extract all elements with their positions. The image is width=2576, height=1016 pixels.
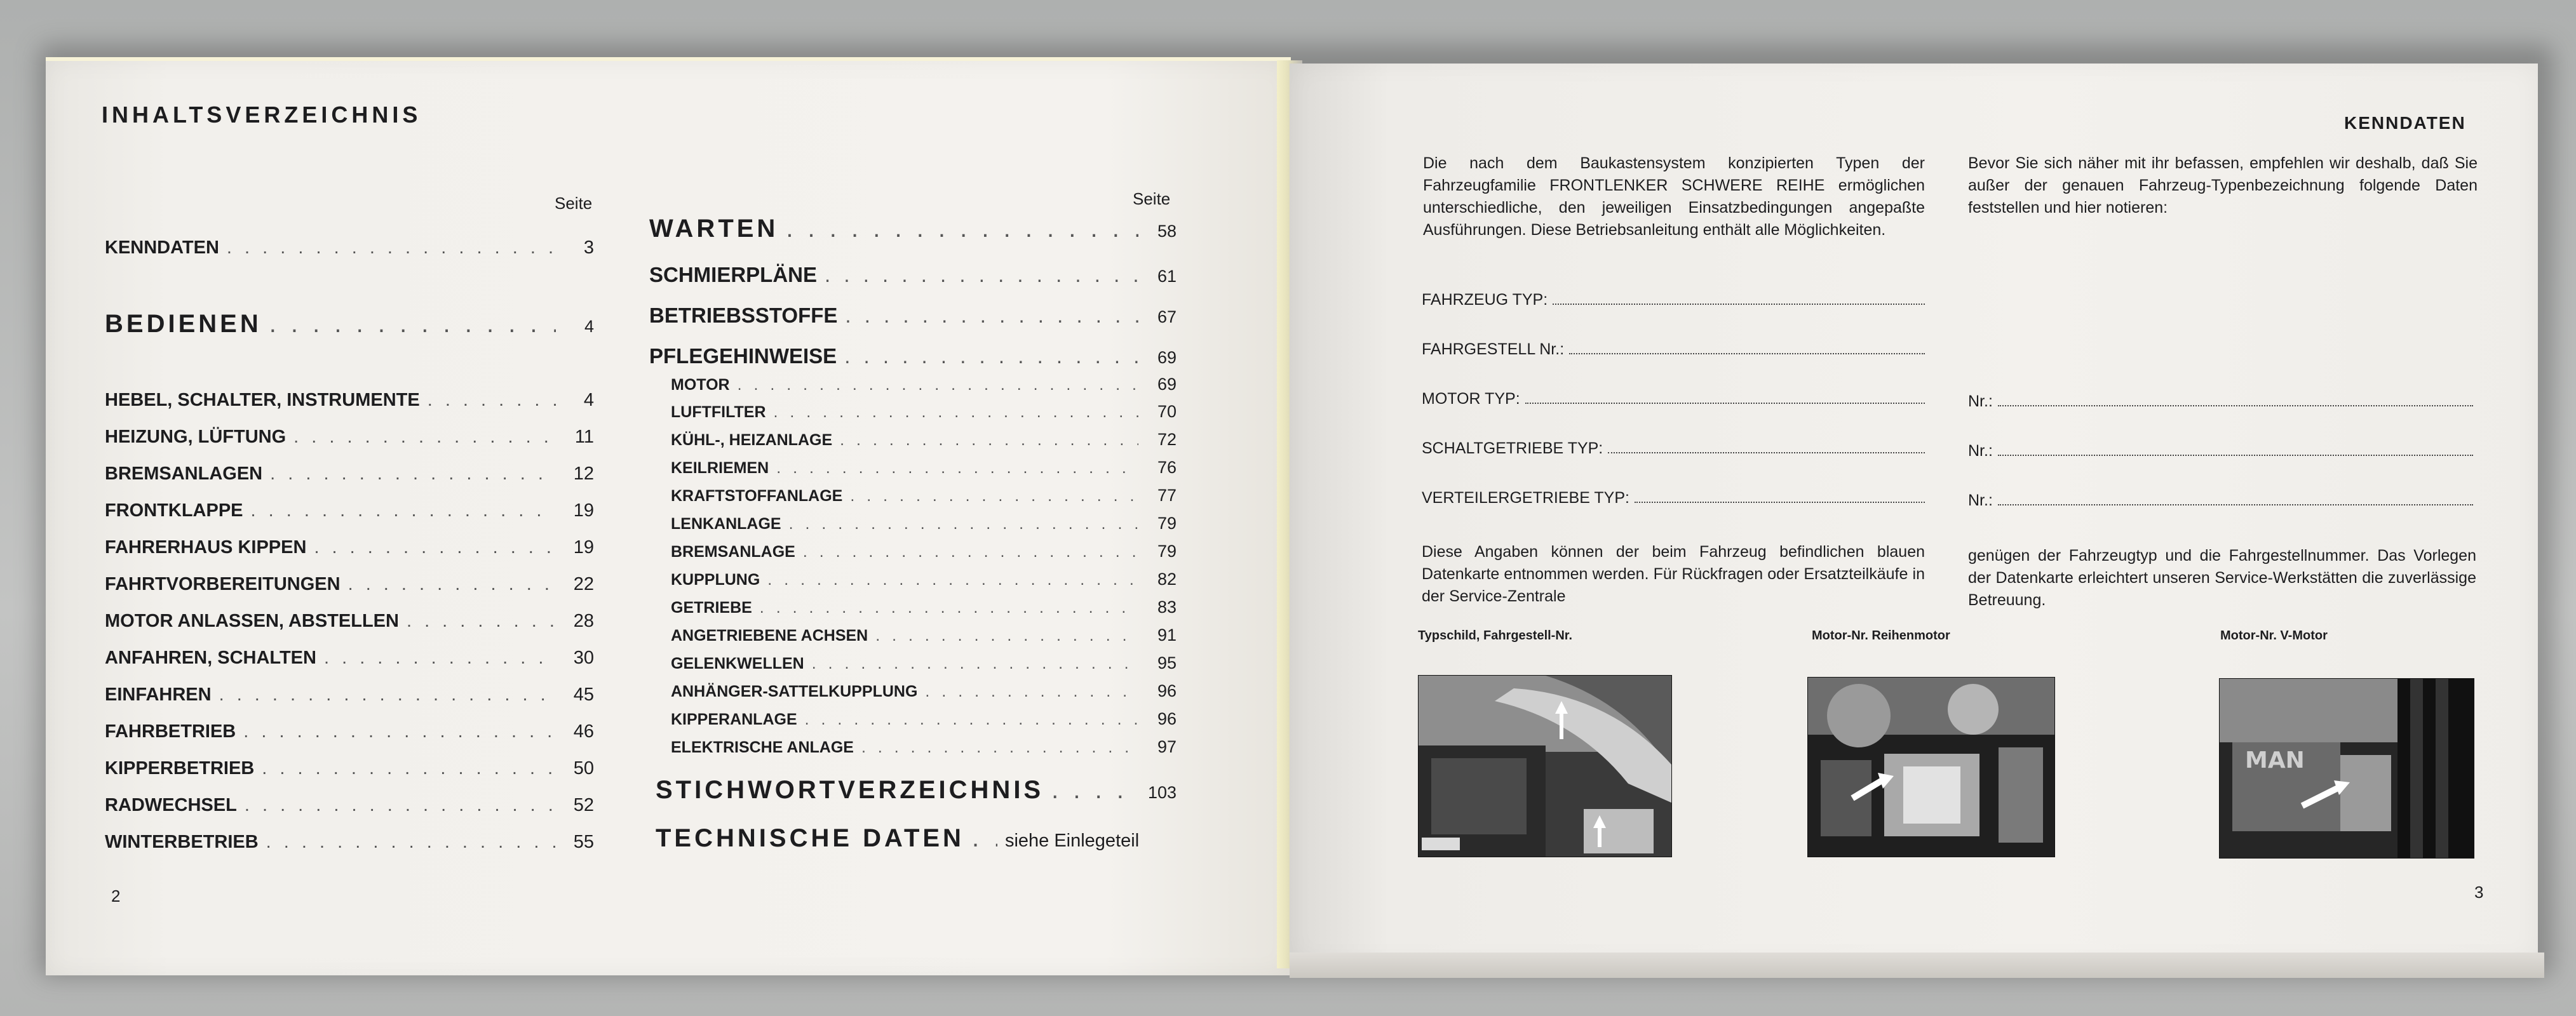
toc-entry-page: 77 — [1157, 486, 1177, 505]
leader-dots — [786, 215, 1138, 243]
toc-entry-page: 46 — [573, 721, 594, 742]
toc-subentry-luftfilter[interactable] — [671, 402, 1177, 422]
toc-entry-page: 52 — [573, 795, 594, 815]
fill-in-line — [1998, 392, 2473, 406]
schaltgetriebe-nr-field[interactable] — [1968, 442, 2473, 460]
toc-entry-anfahren[interactable] — [105, 648, 594, 669]
field-label: MOTOR TYP: — [1422, 390, 1520, 408]
toc-entry-kipperbetrieb[interactable] — [105, 758, 594, 779]
toc-subentry-kipperanlage[interactable] — [671, 709, 1177, 729]
leader-dots — [407, 611, 556, 632]
photo-caption-typschild: Typschild, Fahrgestell-Nr. — [1418, 629, 1573, 643]
toc-entry-kenndaten[interactable] — [105, 237, 594, 258]
fill-in-line — [1553, 291, 1925, 305]
toc-entry-label: GELENKWELLEN — [671, 655, 804, 672]
toc-subentry-kraftstoff[interactable] — [671, 486, 1177, 505]
toc-entry-page: 76 — [1157, 458, 1177, 477]
toc-entry-page: 79 — [1157, 514, 1177, 533]
toc-entry-page: 4 — [583, 390, 594, 410]
toc-entry-page: 22 — [573, 574, 594, 594]
toc-entry-bremsanlagen[interactable] — [105, 464, 594, 485]
toc-entry-label: WINTERBETRIEB — [105, 832, 259, 852]
toc-entry-label: ANGETRIEBENE ACHSEN — [671, 627, 868, 645]
typschild-photo — [1418, 675, 1672, 857]
field-label: FAHRZEUG TYP: — [1422, 291, 1548, 309]
toc-entry-label: GETRIEBE — [671, 599, 752, 617]
field-label: Nr.: — [1968, 392, 1993, 410]
toc-entry-page: 103 — [1147, 783, 1177, 802]
reihenmotor-photo — [1807, 677, 2055, 857]
seite-label-col2: Seite — [1133, 189, 1171, 208]
toc-title: INHALTSVERZEICHNIS — [102, 102, 422, 128]
toc-entry-page: 83 — [1157, 598, 1177, 617]
field-label: VERTEILERGETRIEBE TYP: — [1422, 489, 1629, 507]
seite-label-col1: Seite — [555, 194, 593, 213]
field-label: Nr.: — [1968, 442, 1993, 460]
svg-text:MAN: MAN — [2245, 747, 2305, 773]
field-label: Nr.: — [1968, 491, 1993, 509]
leader-dots — [875, 627, 1138, 645]
toc-entry-page: 97 — [1157, 737, 1177, 756]
section-title: KENNDATEN — [2344, 113, 2466, 133]
toc-entry-fahrerhaus[interactable] — [105, 537, 594, 558]
toc-entry-label: BREMSANLAGEN — [105, 464, 263, 484]
toc-entry-label: BETRIEBSSTOFFE — [649, 304, 838, 327]
toc-entry-label: KIPPERANLAGE — [671, 711, 797, 728]
motor-nr-field[interactable] — [1968, 392, 2473, 411]
toc-entry-hebel[interactable] — [105, 390, 594, 411]
page-number-left: 2 — [111, 886, 121, 906]
toc-entry-label: TECHNISCHE DATEN — [656, 824, 964, 852]
toc-entry-page: 69 — [1157, 348, 1177, 367]
leader-dots — [767, 571, 1138, 589]
leader-dots — [245, 795, 556, 816]
toc-entry-page: 72 — [1157, 430, 1177, 449]
field-label: FAHRGESTELL Nr.: — [1422, 340, 1565, 358]
toc-entry-winterbetrieb[interactable] — [105, 832, 594, 853]
toc-entry-label: RADWECHSEL — [105, 795, 237, 815]
leader-dots — [850, 487, 1138, 505]
leader-dots — [812, 655, 1138, 673]
toc-entry-page: 96 — [1157, 709, 1177, 728]
v-motor-photo — [2219, 678, 2474, 859]
toc-subentry-getriebe[interactable] — [671, 598, 1177, 617]
toc-entry-radwechsel[interactable] — [105, 795, 594, 816]
toc-entry-page: 58 — [1157, 222, 1177, 241]
leader-dots — [845, 304, 1138, 328]
toc-entry-label: MOTOR ANLASSEN, ABSTELLEN — [105, 611, 399, 631]
toc-entry-label: WARTEN — [649, 215, 779, 243]
toc-entry-label: MOTOR — [671, 376, 730, 394]
footer-paragraph-right: genügen der Fahrzeugtyp und die Fahrgestellnummer. Das Vorlegen der Datenkarte erleichtert unseren Service-Werkstätten die zuverlässige Betreuung. — [1968, 547, 2476, 609]
leader-dots — [243, 721, 556, 742]
leader-dots — [738, 376, 1138, 394]
leader-dots — [219, 685, 556, 705]
fahrgestell-nr-field[interactable] — [1422, 340, 1925, 359]
toc-subentry-kupplung[interactable] — [671, 570, 1177, 589]
toc-entry-fahrtvorbereitungen[interactable] — [105, 574, 594, 595]
toc-entry-page: 70 — [1157, 402, 1177, 421]
toc-entry-label: ANFAHREN, SCHALTEN — [105, 648, 316, 668]
intro-paragraph-left: Die nach dem Baukastensystem konzipierten Typen der Fahrzeugfamilie FRONTLENKER SCHWERE REIHE ermöglichen unterschiedliche, den jeweiligen Einsatzbedingungen angepaßte Ausführungen. Diese Betriebsanleitung enthält alle Möglichkeiten. — [1423, 154, 1925, 239]
toc-entry-page: 30 — [573, 648, 594, 668]
toc-entry-betriebsstoffe[interactable] — [649, 304, 1177, 328]
toc-entry-page: 61 — [1157, 267, 1177, 286]
leader-dots — [844, 344, 1138, 368]
page-stack-edges — [1290, 952, 2544, 978]
toc-entry-einfahren[interactable] — [105, 685, 594, 705]
toc-entry-label: SCHMIERPLÄNE — [649, 263, 818, 286]
toc-entry-pflegehinweise[interactable] — [649, 344, 1177, 368]
fill-in-line — [1525, 390, 1925, 404]
intro-paragraph-right: Bevor Sie sich näher mit ihr befassen, empfehlen wir deshalb, daß Sie außer der genauen Fahrzeug-Typenbezeichnung folgende Daten feststellen und hier notieren: — [1968, 154, 2478, 217]
leader-dots — [348, 574, 556, 595]
toc-subentry-elektrik[interactable] — [671, 737, 1177, 757]
toc-subentry-motor[interactable] — [671, 375, 1177, 394]
fill-in-line — [1998, 442, 2473, 456]
toc-entry-page: siehe Einlegeteil — [1004, 831, 1140, 851]
toc-entry-page: 45 — [573, 685, 594, 705]
toc-entry-stichwortverzeichnis[interactable] — [656, 776, 1177, 805]
leader-dots — [972, 824, 997, 853]
toc-entry-label: ANHÄNGER-SATTELKUPPLUNG — [671, 683, 918, 700]
toc-subentry-keilriemen[interactable] — [671, 458, 1177, 478]
toc-entry-page: 82 — [1157, 570, 1177, 589]
fahrzeug-typ-field[interactable] — [1422, 291, 1925, 309]
toc-entry-label: FAHRERHAUS KIPPEN — [105, 537, 307, 558]
toc-subentry-achsen[interactable] — [671, 625, 1177, 645]
toc-entry-motor-anlassen[interactable] — [105, 611, 594, 632]
toc-entry-technische-daten[interactable] — [656, 824, 1183, 853]
page-number-right: 3 — [2474, 883, 2484, 902]
toc-entry-label: FAHRBETRIEB — [105, 721, 236, 742]
toc-subentry-lenkanlage[interactable] — [671, 514, 1177, 533]
toc-entry-label: EINFAHREN — [105, 685, 212, 705]
toc-entry-label: LENKANLAGE — [671, 515, 781, 533]
fill-in-line — [1569, 340, 1925, 354]
toc-entry-label: HEIZUNG, LÜFTUNG — [105, 427, 287, 447]
toc-entry-label: FAHRTVORBEREITUNGEN — [105, 574, 341, 594]
toc-entry-page: 91 — [1157, 625, 1177, 645]
leader-dots — [314, 537, 556, 558]
toc-entry-page: 55 — [573, 832, 594, 852]
toc-entry-page: 28 — [573, 611, 594, 631]
leader-dots — [840, 431, 1138, 450]
leader-dots — [262, 758, 556, 779]
fill-in-line — [1635, 489, 1925, 503]
leader-dots — [324, 648, 556, 669]
fill-in-line — [1608, 439, 1925, 453]
leader-dots — [227, 237, 556, 258]
leader-dots — [1051, 776, 1138, 805]
toc-entry-heizung[interactable] — [105, 427, 594, 448]
leader-dots — [805, 711, 1138, 729]
toc-entry-label: BREMSANLAGE — [671, 543, 795, 561]
toc-entry-page: 19 — [573, 500, 594, 521]
toc-entry-bedienen[interactable] — [105, 310, 594, 338]
toc-subentry-kuehl[interactable] — [671, 430, 1177, 450]
toc-entry-page: 96 — [1157, 681, 1177, 700]
schaltgetriebe-typ-field[interactable] — [1422, 439, 1925, 458]
toc-entry-page: 3 — [583, 237, 594, 258]
toc-subentry-gelenkwellen[interactable] — [671, 653, 1177, 673]
toc-entry-label: LUFTFILTER — [671, 403, 766, 421]
leader-dots — [270, 464, 556, 485]
leader-dots — [774, 403, 1139, 422]
leader-dots — [861, 739, 1138, 757]
toc-entry-schmierplaene[interactable] — [649, 263, 1177, 287]
photo-caption-reihenmotor: Motor-Nr. Reihenmotor — [1812, 629, 1950, 643]
toc-entry-fahrbetrieb[interactable] — [105, 721, 594, 742]
verteilergetriebe-typ-field[interactable] — [1422, 489, 1925, 507]
toc-entry-label: KÜHL-, HEIZANLAGE — [671, 431, 833, 449]
fill-in-line — [1998, 491, 2473, 505]
leader-dots — [760, 599, 1138, 617]
leader-dots — [925, 683, 1138, 701]
leader-dots — [428, 390, 556, 411]
toc-entry-page: 95 — [1157, 653, 1177, 672]
leader-dots — [789, 515, 1138, 533]
toc-entry-page: 67 — [1157, 307, 1177, 326]
leader-dots — [825, 263, 1138, 287]
toc-entry-page: 12 — [573, 464, 594, 484]
toc-entry-page: 79 — [1157, 542, 1177, 561]
leader-dots — [293, 427, 556, 448]
field-label: SCHALTGETRIEBE TYP: — [1422, 439, 1603, 457]
footer-paragraph-left: Diese Angaben können der beim Fahrzeug befindlichen blauen Datenkarte entnommen werden. Für Rückfragen oder Ersatzteilkäufe in der Service-Zentrale — [1422, 543, 1925, 605]
leader-dots — [251, 500, 556, 521]
toc-entry-page: 19 — [573, 537, 594, 558]
toc-entry-page: 11 — [574, 427, 594, 447]
toc-entry-label: STICHWORTVERZEICHNIS — [656, 776, 1044, 804]
toc-entry-label: KENNDATEN — [105, 237, 219, 258]
toc-entry-label: KRAFTSTOFFANLAGE — [671, 487, 843, 505]
leader-dots — [803, 543, 1138, 561]
toc-entry-page: 69 — [1157, 375, 1177, 394]
verteilergetriebe-nr-field[interactable] — [1968, 491, 2473, 510]
toc-entry-label: FRONTKLAPPE — [105, 500, 243, 521]
toc-entry-warten[interactable] — [649, 215, 1177, 243]
toc-entry-page: 50 — [573, 758, 594, 779]
toc-entry-frontklappe[interactable] — [105, 500, 594, 521]
toc-entry-label: PFLEGEHINWEISE — [649, 344, 837, 368]
toc-entry-label: BEDIENEN — [105, 310, 262, 338]
toc-entry-page: 4 — [584, 317, 594, 336]
toc-entry-label: HEBEL, SCHALTER, INSTRUMENTE — [105, 390, 420, 410]
motor-typ-field[interactable] — [1422, 390, 1925, 408]
photo-caption-v-motor: Motor-Nr. V-Motor — [2220, 629, 2328, 643]
toc-entry-label: KEILRIEMEN — [671, 459, 769, 477]
leader-dots — [266, 832, 556, 853]
toc-entry-label: KUPPLUNG — [671, 571, 760, 589]
leader-dots — [776, 459, 1138, 478]
leader-dots — [269, 310, 556, 338]
toc-subentry-sattelkupplung[interactable] — [671, 681, 1177, 701]
toc-entry-label: KIPPERBETRIEB — [105, 758, 255, 779]
toc-entry-label: ELEKTRISCHE ANLAGE — [671, 739, 854, 756]
toc-subentry-bremsanlage[interactable] — [671, 542, 1177, 561]
